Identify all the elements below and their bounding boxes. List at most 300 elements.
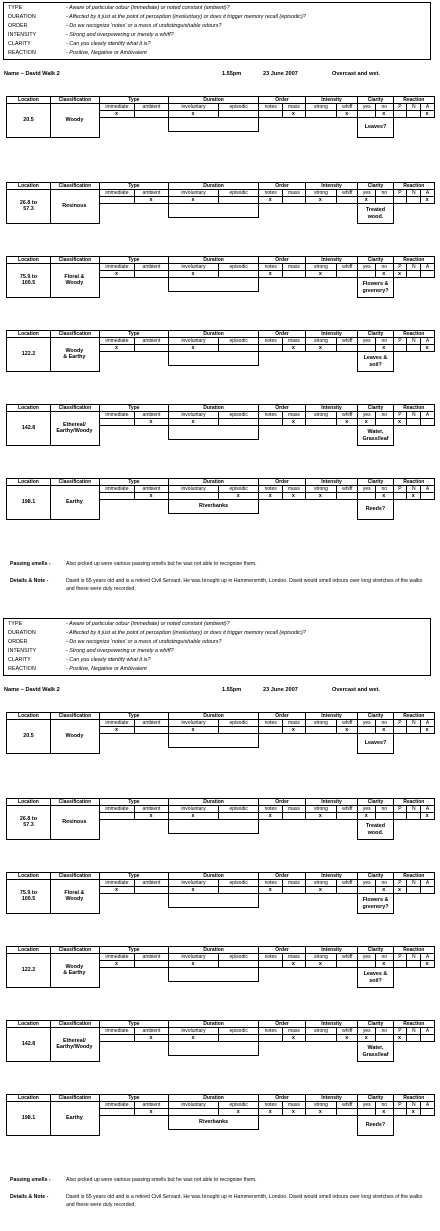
classification-header: Classification bbox=[50, 712, 100, 720]
notes-subheader: notes bbox=[258, 103, 283, 111]
reaction-header: Reaction bbox=[393, 478, 435, 486]
classification-value: Woody bbox=[50, 103, 100, 138]
passing-smells-text: Also picked up were various passing smells but he was not able to recognise them. bbox=[66, 561, 257, 567]
order-header: Order bbox=[258, 798, 305, 806]
whiff-subheader: whiff bbox=[336, 189, 358, 197]
strong-subheader: strong bbox=[305, 953, 337, 961]
reaction-header: Reaction bbox=[393, 1020, 435, 1028]
mark-A: x bbox=[425, 345, 429, 351]
clarity-header: Clarity bbox=[357, 1094, 393, 1102]
no-subheader: no bbox=[375, 879, 394, 887]
mark-involuntary: x bbox=[191, 111, 195, 117]
ambient-subheader: ambient bbox=[134, 1101, 169, 1109]
classification-value: Woody & Earthy bbox=[50, 337, 100, 372]
mark-ambient: x bbox=[149, 419, 153, 425]
walk-time: 1.55pm bbox=[222, 687, 242, 693]
strong-subheader: strong bbox=[305, 189, 337, 197]
classification-header: Classification bbox=[50, 182, 100, 190]
involuntary-subheader: involuntary bbox=[168, 1027, 219, 1035]
reaction-header: Reaction bbox=[393, 872, 435, 880]
mark-strong: x bbox=[318, 493, 322, 499]
episodic-subheader: episodic bbox=[218, 719, 259, 727]
P-subheader: P bbox=[393, 879, 408, 887]
intensity-header: Intensity bbox=[305, 712, 359, 720]
whiff-subheader: whiff bbox=[336, 953, 358, 961]
type-header: Type bbox=[99, 712, 169, 720]
order-header: Order bbox=[258, 946, 305, 954]
clarity-header: Clarity bbox=[357, 872, 393, 880]
strong-subheader: strong bbox=[305, 337, 337, 345]
clarity-header: Clarity bbox=[357, 1020, 393, 1028]
reaction-header: Reaction bbox=[393, 96, 435, 104]
notes-subheader: notes bbox=[258, 719, 283, 727]
mark-P: x bbox=[397, 271, 401, 277]
notes-section bbox=[10, 0, 430, 615]
ambient-subheader: ambient bbox=[134, 879, 169, 887]
mark-A: x bbox=[425, 961, 429, 967]
type-header: Type bbox=[99, 1020, 169, 1028]
mark-mass: x bbox=[291, 1109, 295, 1115]
N-subheader: N bbox=[406, 719, 421, 727]
mark-notes: x bbox=[268, 1109, 272, 1115]
mass-subheader: mass bbox=[282, 485, 306, 493]
duration-header: Duration bbox=[168, 96, 259, 104]
clarity-header: Clarity bbox=[357, 946, 393, 954]
P-subheader: P bbox=[393, 805, 408, 813]
mark-yes: x bbox=[364, 419, 368, 425]
ambient-subheader: ambient bbox=[134, 953, 169, 961]
mass-subheader: mass bbox=[282, 337, 306, 345]
legend-text: - Positive, Negative or Ambivalent bbox=[66, 49, 147, 56]
order-header: Order bbox=[258, 478, 305, 486]
legend-key: CLARITY bbox=[8, 656, 31, 663]
weather-note: Overcast and wet. bbox=[332, 687, 380, 693]
classification-header: Classification bbox=[50, 946, 100, 954]
mark-whiff: x bbox=[345, 1035, 349, 1041]
legend-key: TYPE bbox=[8, 5, 23, 11]
mark-strong: x bbox=[318, 1109, 322, 1115]
whiff-subheader: whiff bbox=[336, 719, 358, 727]
mark-immediate: x bbox=[114, 961, 118, 967]
mark-mass: x bbox=[291, 1035, 295, 1041]
mark-mass: x bbox=[291, 345, 295, 351]
episodic-subheader: episodic bbox=[218, 189, 259, 197]
clarity-header: Clarity bbox=[357, 96, 393, 104]
intensity-header: Intensity bbox=[305, 96, 359, 104]
P-subheader: P bbox=[393, 485, 408, 493]
location-value: 142.8 bbox=[6, 1027, 51, 1062]
classification-value: Resinous bbox=[50, 189, 100, 224]
type-header: Type bbox=[99, 1094, 169, 1102]
involuntary-subheader: involuntary bbox=[168, 485, 219, 493]
mark-episodic: x bbox=[236, 1109, 240, 1115]
duration-note: Riverbanks bbox=[168, 1115, 259, 1130]
location-header: Location bbox=[6, 96, 51, 104]
intensity-header: Intensity bbox=[305, 946, 359, 954]
no-subheader: no bbox=[375, 189, 394, 197]
location-value: 75.9 to 100.5 bbox=[6, 879, 51, 914]
location-header: Location bbox=[6, 182, 51, 190]
mark-whiff: x bbox=[345, 419, 349, 425]
episodic-subheader: episodic bbox=[218, 879, 259, 887]
weather-note: Overcast and wet. bbox=[332, 71, 380, 77]
immediate-subheader: immediate bbox=[99, 103, 135, 111]
reaction-header: Reaction bbox=[393, 1094, 435, 1102]
classification-value: Earthy bbox=[50, 1101, 100, 1136]
classification-header: Classification bbox=[50, 256, 100, 264]
N-subheader: N bbox=[406, 1101, 421, 1109]
notes-subheader: notes bbox=[258, 189, 283, 197]
legend-text: - Affected by it just at the point of perception (involuntary) or does it trigger memory recall (episodic)? bbox=[66, 629, 306, 636]
whiff-subheader: whiff bbox=[336, 1101, 358, 1109]
mark-strong: x bbox=[318, 961, 322, 967]
episodic-subheader: episodic bbox=[218, 263, 259, 271]
N-subheader: N bbox=[406, 953, 421, 961]
notes-subheader: notes bbox=[258, 805, 283, 813]
walk-date: 23 June 2007 bbox=[263, 687, 298, 693]
mark-mass: x bbox=[291, 419, 295, 425]
involuntary-subheader: involuntary bbox=[168, 189, 219, 197]
yes-subheader: yes bbox=[357, 879, 376, 887]
location-header: Location bbox=[6, 712, 51, 720]
mark-notes: x bbox=[268, 813, 272, 819]
whiff-subheader: whiff bbox=[336, 263, 358, 271]
mark-mass: x bbox=[291, 961, 295, 967]
mark-notes: x bbox=[268, 493, 272, 499]
order-header: Order bbox=[258, 712, 305, 720]
location-value: 198.1 bbox=[6, 485, 51, 520]
no-subheader: no bbox=[375, 805, 394, 813]
notes-subheader: notes bbox=[258, 337, 283, 345]
notes-subheader: notes bbox=[258, 263, 283, 271]
intensity-header: Intensity bbox=[305, 330, 359, 338]
whiff-subheader: whiff bbox=[336, 485, 358, 493]
whiff-subheader: whiff bbox=[336, 103, 358, 111]
legend-key: ORDER bbox=[8, 22, 28, 29]
mark-notes: x bbox=[268, 197, 272, 203]
mark-strong: x bbox=[318, 271, 322, 277]
duration-header: Duration bbox=[168, 712, 259, 720]
mark-involuntary: x bbox=[191, 727, 195, 733]
clarity-header: Clarity bbox=[357, 478, 393, 486]
mark-A: x bbox=[425, 111, 429, 117]
mark-immediate: x bbox=[114, 111, 118, 117]
intensity-header: Intensity bbox=[305, 872, 359, 880]
N-subheader: N bbox=[406, 879, 421, 887]
duration-header: Duration bbox=[168, 798, 259, 806]
details-label: Details & Note - bbox=[10, 578, 49, 584]
legend-key: REACTION bbox=[8, 49, 36, 56]
notes-subheader: notes bbox=[258, 879, 283, 887]
classification-value: Woody & Earthy bbox=[50, 953, 100, 988]
reaction-header: Reaction bbox=[393, 946, 435, 954]
no-subheader: no bbox=[375, 1027, 394, 1035]
reaction-header: Reaction bbox=[393, 798, 435, 806]
episodic-subheader: episodic bbox=[218, 337, 259, 345]
N-subheader: N bbox=[406, 805, 421, 813]
intensity-header: Intensity bbox=[305, 256, 359, 264]
P-subheader: P bbox=[393, 719, 408, 727]
mark-immediate: x bbox=[114, 887, 118, 893]
yes-subheader: yes bbox=[357, 189, 376, 197]
legend-key: DURATION bbox=[8, 629, 36, 636]
yes-subheader: yes bbox=[357, 411, 376, 419]
duration-header: Duration bbox=[168, 404, 259, 412]
mark-strong: x bbox=[318, 813, 322, 819]
whiff-subheader: whiff bbox=[336, 1027, 358, 1035]
no-subheader: no bbox=[375, 263, 394, 271]
mass-subheader: mass bbox=[282, 953, 306, 961]
mark-involuntary: x bbox=[191, 271, 195, 277]
notes-subheader: notes bbox=[258, 1101, 283, 1109]
type-header: Type bbox=[99, 96, 169, 104]
yes-subheader: yes bbox=[357, 719, 376, 727]
classification-header: Classification bbox=[50, 798, 100, 806]
mass-subheader: mass bbox=[282, 103, 306, 111]
clarity-note: Reeds? bbox=[357, 499, 393, 520]
classification-value: Earthy bbox=[50, 485, 100, 520]
episodic-subheader: episodic bbox=[218, 805, 259, 813]
legend-key: ORDER bbox=[8, 638, 28, 645]
mark-P: x bbox=[397, 419, 401, 425]
strong-subheader: strong bbox=[305, 103, 337, 111]
classification-header: Classification bbox=[50, 404, 100, 412]
immediate-subheader: immediate bbox=[99, 263, 135, 271]
classification-header: Classification bbox=[50, 872, 100, 880]
mark-mass: x bbox=[291, 727, 295, 733]
type-header: Type bbox=[99, 872, 169, 880]
episodic-subheader: episodic bbox=[218, 1101, 259, 1109]
details-label: Details & Note - bbox=[10, 1194, 49, 1200]
whiff-subheader: whiff bbox=[336, 411, 358, 419]
mark-immediate: x bbox=[114, 727, 118, 733]
mark-no: x bbox=[382, 111, 386, 117]
order-header: Order bbox=[258, 1020, 305, 1028]
mark-no: x bbox=[382, 271, 386, 277]
involuntary-subheader: involuntary bbox=[168, 879, 219, 887]
yes-subheader: yes bbox=[357, 103, 376, 111]
mark-strong: x bbox=[318, 887, 322, 893]
classification-header: Classification bbox=[50, 330, 100, 338]
clarity-note: Leaves? bbox=[357, 117, 393, 138]
mark-N: x bbox=[411, 1109, 415, 1115]
classification-value: Woody bbox=[50, 719, 100, 754]
classification-header: Classification bbox=[50, 478, 100, 486]
clarity-header: Clarity bbox=[357, 712, 393, 720]
legend-key: INTENSITY bbox=[8, 647, 37, 654]
P-subheader: P bbox=[393, 1027, 408, 1035]
yes-subheader: yes bbox=[357, 485, 376, 493]
duration-header: Duration bbox=[168, 1020, 259, 1028]
clarity-header: Clarity bbox=[357, 798, 393, 806]
order-header: Order bbox=[258, 1094, 305, 1102]
mass-subheader: mass bbox=[282, 263, 306, 271]
order-header: Order bbox=[258, 330, 305, 338]
clarity-note: Treated wood. bbox=[357, 203, 393, 224]
legend-text: - Can you clearly identify what it is? bbox=[66, 656, 151, 663]
intensity-header: Intensity bbox=[305, 404, 359, 412]
observation-sheet bbox=[0, 0, 440, 615]
immediate-subheader: immediate bbox=[99, 411, 135, 419]
involuntary-subheader: involuntary bbox=[168, 1101, 219, 1109]
strong-subheader: strong bbox=[305, 485, 337, 493]
location-header: Location bbox=[6, 1020, 51, 1028]
type-header: Type bbox=[99, 256, 169, 264]
notes-subheader: notes bbox=[258, 411, 283, 419]
mark-no: x bbox=[382, 727, 386, 733]
location-value: 198.1 bbox=[6, 1101, 51, 1136]
notes-subheader: notes bbox=[258, 953, 283, 961]
P-subheader: P bbox=[393, 1101, 408, 1109]
A-subheader: A bbox=[420, 953, 435, 961]
location-header: Location bbox=[6, 404, 51, 412]
P-subheader: P bbox=[393, 263, 408, 271]
location-header: Location bbox=[6, 330, 51, 338]
whiff-subheader: whiff bbox=[336, 805, 358, 813]
order-header: Order bbox=[258, 182, 305, 190]
legend-text: - Can you clearly identify what it is? bbox=[66, 40, 151, 47]
passing-smells-label: Passing smells - bbox=[10, 561, 51, 567]
yes-subheader: yes bbox=[357, 1101, 376, 1109]
ambient-subheader: ambient bbox=[134, 719, 169, 727]
no-subheader: no bbox=[375, 103, 394, 111]
order-header: Order bbox=[258, 256, 305, 264]
mass-subheader: mass bbox=[282, 719, 306, 727]
immediate-subheader: immediate bbox=[99, 953, 135, 961]
clarity-header: Clarity bbox=[357, 330, 393, 338]
ambient-subheader: ambient bbox=[134, 805, 169, 813]
mark-A: x bbox=[425, 727, 429, 733]
episodic-subheader: episodic bbox=[218, 1027, 259, 1035]
mark-ambient: x bbox=[149, 813, 153, 819]
mass-subheader: mass bbox=[282, 879, 306, 887]
episodic-subheader: episodic bbox=[218, 411, 259, 419]
A-subheader: A bbox=[420, 189, 435, 197]
intensity-header: Intensity bbox=[305, 182, 359, 190]
N-subheader: N bbox=[406, 1027, 421, 1035]
mark-whiff: x bbox=[345, 727, 349, 733]
strong-subheader: strong bbox=[305, 719, 337, 727]
A-subheader: A bbox=[420, 805, 435, 813]
mark-yes: x bbox=[364, 813, 368, 819]
A-subheader: A bbox=[420, 1027, 435, 1035]
mark-involuntary: x bbox=[191, 887, 195, 893]
passing-smells-label: Passing smells - bbox=[10, 1177, 51, 1183]
legend-text: - Strong and overpowering or merely a whiff? bbox=[66, 31, 174, 38]
P-subheader: P bbox=[393, 189, 408, 197]
mark-ambient: x bbox=[149, 493, 153, 499]
A-subheader: A bbox=[420, 337, 435, 345]
clarity-note: Leaves? bbox=[357, 733, 393, 754]
legend-text: - Affected by it just at the point of perception (involuntary) or does it trigger memory recall (episodic)? bbox=[66, 13, 306, 20]
duration-header: Duration bbox=[168, 182, 259, 190]
N-subheader: N bbox=[406, 263, 421, 271]
legend-text: - Aware of particular odour (immediate) or noted constant (ambient)? bbox=[66, 5, 230, 11]
notes-section bbox=[10, 616, 430, 1231]
ambient-subheader: ambient bbox=[134, 337, 169, 345]
classification-header: Classification bbox=[50, 96, 100, 104]
clarity-note: Leaves & soil? bbox=[357, 967, 393, 988]
mark-yes: x bbox=[364, 197, 368, 203]
location-header: Location bbox=[6, 256, 51, 264]
no-subheader: no bbox=[375, 337, 394, 345]
classification-value: Floral & Woody bbox=[50, 879, 100, 914]
ambient-subheader: ambient bbox=[134, 1027, 169, 1035]
N-subheader: N bbox=[406, 189, 421, 197]
mark-strong: x bbox=[318, 345, 322, 351]
P-subheader: P bbox=[393, 337, 408, 345]
type-header: Type bbox=[99, 478, 169, 486]
type-header: Type bbox=[99, 798, 169, 806]
clarity-note: Water, Grass/leaf bbox=[357, 1041, 393, 1062]
clarity-note: Flowers & greenery? bbox=[357, 277, 393, 298]
details-text: David is 65 years old and is a retired Civil Servant. He was brought up in Hammersmith, London. David would smell odours over long stretches of the walks and these were duly recorded. bbox=[66, 1194, 423, 1209]
reaction-header: Reaction bbox=[393, 182, 435, 190]
walker-name: Name – David Walk 2 bbox=[4, 71, 60, 77]
involuntary-subheader: involuntary bbox=[168, 411, 219, 419]
immediate-subheader: immediate bbox=[99, 1101, 135, 1109]
strong-subheader: strong bbox=[305, 805, 337, 813]
whiff-subheader: whiff bbox=[336, 879, 358, 887]
no-subheader: no bbox=[375, 1101, 394, 1109]
N-subheader: N bbox=[406, 485, 421, 493]
yes-subheader: yes bbox=[357, 263, 376, 271]
mark-notes: x bbox=[268, 271, 272, 277]
immediate-subheader: immediate bbox=[99, 1027, 135, 1035]
mark-ambient: x bbox=[149, 1035, 153, 1041]
P-subheader: P bbox=[393, 103, 408, 111]
classification-value: Ethereal/ Earthy/Woody bbox=[50, 1027, 100, 1062]
A-subheader: A bbox=[420, 719, 435, 727]
ambient-subheader: ambient bbox=[134, 485, 169, 493]
legend-text: - Strong and overpowering or merely a whiff? bbox=[66, 647, 174, 654]
reaction-header: Reaction bbox=[393, 712, 435, 720]
mark-no: x bbox=[382, 345, 386, 351]
mark-no: x bbox=[382, 493, 386, 499]
duration-note: Riverbanks bbox=[168, 499, 259, 514]
mark-no: x bbox=[382, 887, 386, 893]
clarity-note: Reeds? bbox=[357, 1115, 393, 1136]
classification-value: Ethereal/ Earthy/Woody bbox=[50, 411, 100, 446]
location-value: 26.8 to 57.3 bbox=[6, 805, 51, 840]
A-subheader: A bbox=[420, 103, 435, 111]
mark-involuntary: x bbox=[191, 813, 195, 819]
clarity-note: Treated wood. bbox=[357, 819, 393, 840]
intensity-header: Intensity bbox=[305, 478, 359, 486]
clarity-header: Clarity bbox=[357, 182, 393, 190]
mark-ambient: x bbox=[149, 197, 153, 203]
yes-subheader: yes bbox=[357, 805, 376, 813]
mark-A: x bbox=[425, 197, 429, 203]
ambient-subheader: ambient bbox=[134, 103, 169, 111]
mark-involuntary: x bbox=[191, 345, 195, 351]
mark-episodic: x bbox=[236, 493, 240, 499]
A-subheader: A bbox=[420, 411, 435, 419]
clarity-note: Leaves & soil? bbox=[357, 351, 393, 372]
N-subheader: N bbox=[406, 103, 421, 111]
mark-ambient: x bbox=[149, 1109, 153, 1115]
type-header: Type bbox=[99, 330, 169, 338]
legend-key: CLARITY bbox=[8, 40, 31, 47]
reaction-header: Reaction bbox=[393, 404, 435, 412]
mark-immediate: x bbox=[114, 345, 118, 351]
location-value: 26.8 to 57.3 bbox=[6, 189, 51, 224]
type-header: Type bbox=[99, 182, 169, 190]
no-subheader: no bbox=[375, 411, 394, 419]
reaction-header: Reaction bbox=[393, 256, 435, 264]
mark-whiff: x bbox=[345, 111, 349, 117]
clarity-header: Clarity bbox=[357, 404, 393, 412]
